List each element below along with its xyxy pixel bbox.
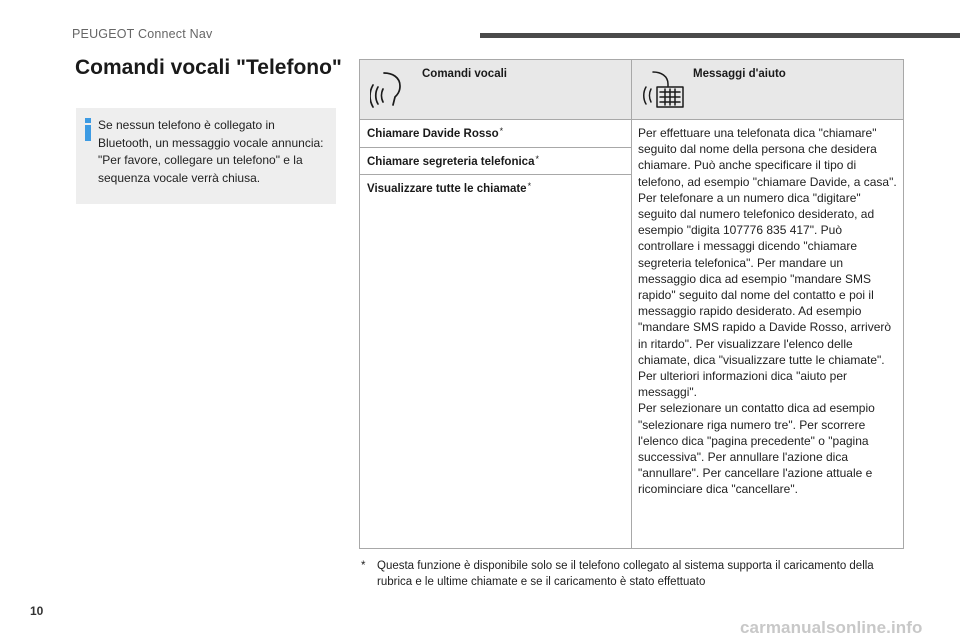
table-row bbox=[360, 148, 631, 175]
command-text: Chiamare segreteria telefonica* bbox=[367, 154, 539, 168]
column-divider bbox=[631, 60, 632, 548]
watermark: carmanualsonline.info bbox=[740, 618, 923, 637]
voice-command-icon bbox=[370, 68, 406, 108]
footnote-marker: * bbox=[535, 154, 539, 164]
header-rule bbox=[480, 33, 960, 38]
command-text: Chiamare Davide Rosso* bbox=[367, 126, 504, 140]
table-row bbox=[360, 120, 631, 148]
footnote-text: Questa funzione è disponibile solo se il telefono collegato al sistema supporta il caricamento della rubrica e le ultime chiamate e se il caricamento è stato effettuato bbox=[377, 560, 874, 588]
footnote-marker: * bbox=[361, 560, 366, 572]
page-number: 10 bbox=[30, 604, 44, 618]
running-header: PEUGEOT Connect Nav bbox=[72, 27, 213, 41]
help-messages-cell bbox=[638, 125, 900, 498]
help-paragraph: Per selezionare un contatto dica ad esempio "selezionare riga numero tre". Per scorrere l'elenco dica "pagina precedente" o "pagina successiva". Per annullare l'azione dica "annullare". Per cancellare l'azione attuale e ricominciare dica "cancellare". bbox=[638, 401, 875, 497]
info-text: Se nessun telefono è collegato in Bluetooth, un messaggio vocale annuncia: "Per favore, collegare un telefono" e la sequenza vocale verrà chiusa. bbox=[98, 118, 324, 185]
column-header-commands: Comandi vocali bbox=[422, 68, 507, 80]
page-title: Comandi vocali "Telefono" bbox=[75, 56, 342, 79]
table-row bbox=[360, 175, 631, 203]
footnote bbox=[359, 559, 904, 590]
info-icon bbox=[85, 118, 91, 140]
info-box bbox=[76, 108, 336, 204]
voice-help-icon bbox=[641, 68, 687, 110]
help-paragraph: Per effettuare una telefonata dica "chiamare" seguito dal nome della persona che desidera chiamare. Può anche specificare il tipo di telefono, ad esempio "chiamare Davide, a casa". Per telefonare a un numero dica "digitare" seguito dal numero telefonico desiderato, ad esempio "digita 107776 835 417". Può controllare i messaggi dicendo "chiamare segreteria telefonica". Per mandare un messaggio dica ad esempio "mandare SMS rapido" seguito dal nome del contatto e poi il messaggio rapido desiderato. Ad esempio "mandare SMS rapido a Davide Rosso, arriverò in ritardo". Per visualizzare l'elenco delle chiamate, dica "visualizzare tutte le chiamate". Per ulteriori informazioni dica "aiuto per messaggi". bbox=[638, 126, 897, 400]
voice-commands-table bbox=[359, 59, 904, 549]
command-text: Visualizzare tutte le chiamate* bbox=[367, 181, 532, 195]
footnote-marker: * bbox=[499, 126, 504, 136]
column-header-help: Messaggi d'aiuto bbox=[693, 68, 786, 80]
footnote-marker: * bbox=[527, 181, 532, 191]
